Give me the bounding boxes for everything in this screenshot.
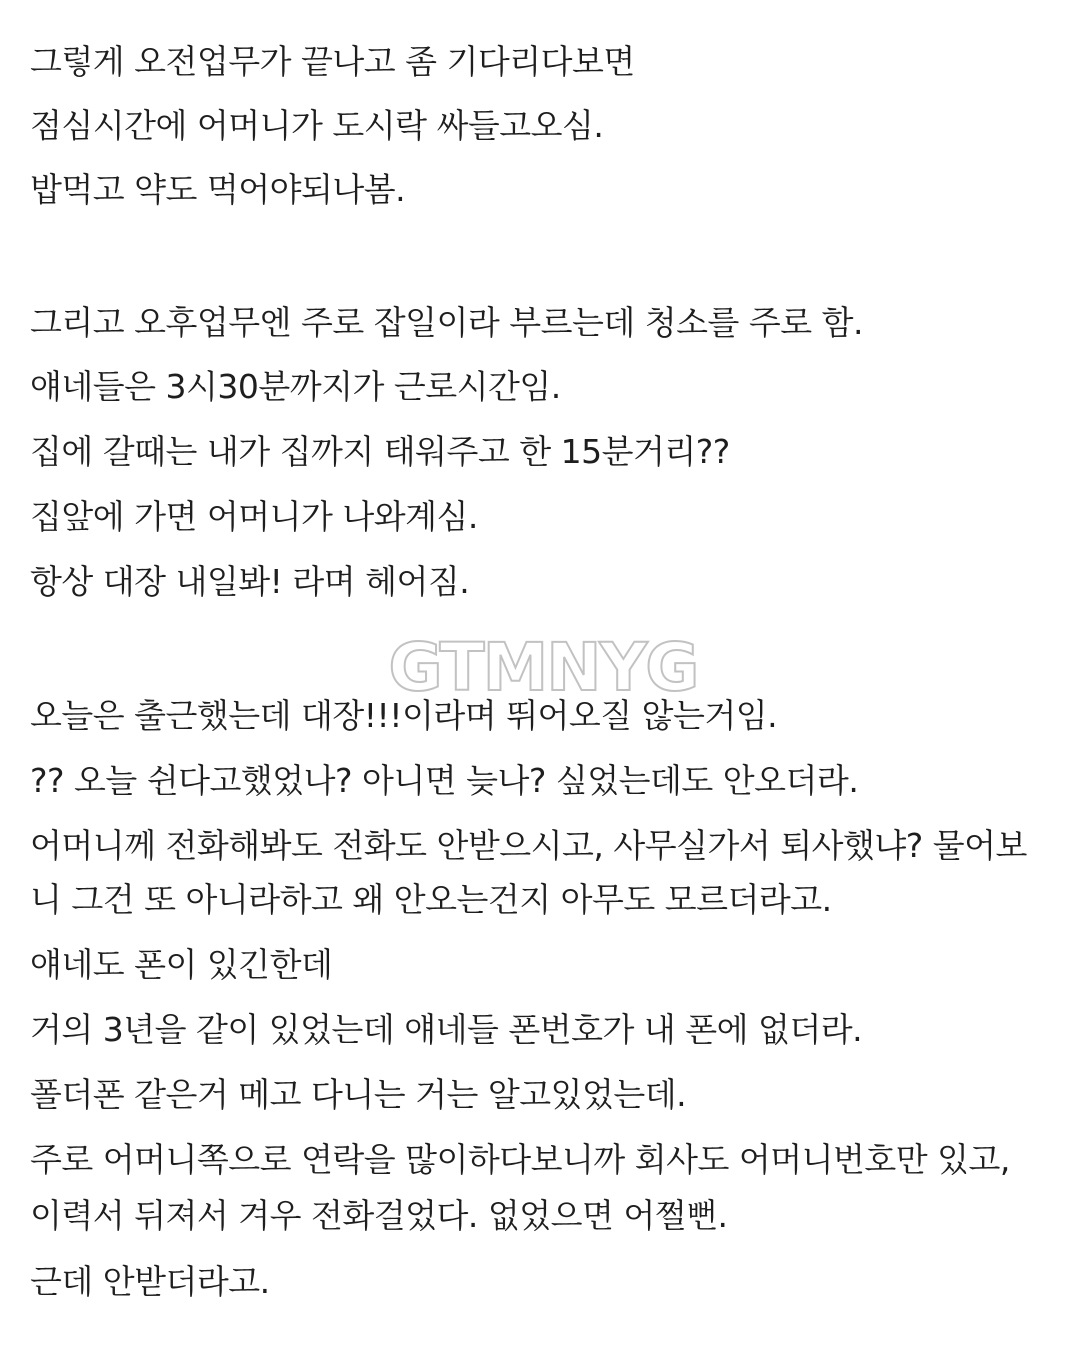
text-line: 폴더폰 같은거 메고 다니는 거는 알고있었는데. [30, 1075, 687, 1114]
text-line: 그렇게 오전업무가 끝나고 좀 기다리다보면 [30, 42, 635, 81]
text-line: 주로 어머니쪽으로 연락을 많이하다보니까 회사도 어머니번호만 있고, [30, 1140, 1010, 1179]
text-line: 밥먹고 약도 먹어야되나봄. [30, 170, 406, 209]
text-line: 거의 3년을 같이 있었는데 얘네들 폰번호가 내 폰에 없더라. [30, 1010, 863, 1049]
text-line: 그리고 오후업무엔 주로 잡일이라 부르는데 청소를 주로 함. [30, 303, 863, 342]
text-line: 얘네들은 3시30분까지가 근로시간임. [30, 367, 561, 406]
text-line: 근데 안받더라고. [30, 1262, 270, 1301]
text-line: 항상 대장 내일봐! 라며 헤어짐. [30, 562, 470, 601]
text-line: 니 그건 또 아니라하고 왜 안오는건지 아무도 모르더라고. [30, 880, 832, 919]
text-line: 집앞에 가면 어머니가 나와계심. [30, 497, 478, 536]
text-line: 어머니께 전화해봐도 전화도 안받으시고, 사무실가서 퇴사했냐? 물어보 [30, 826, 1027, 865]
text-line: 집에 갈때는 내가 집까지 태워주고 한 15분거리?? [30, 432, 730, 471]
text-line: 점심시간에 어머니가 도시락 싸들고오심. [30, 106, 604, 145]
text-line: 이력서 뒤져서 겨우 전화걸었다. 없었으면 어쩔뻔. [30, 1196, 728, 1235]
watermark: GTMNYG [388, 629, 698, 706]
text-line: 오늘은 출근했는데 대장!!!이라며 뛰어오질 않는거임. [30, 696, 778, 735]
text-line: 얘네도 폰이 있긴한데 [30, 945, 333, 984]
text-line: ?? 오늘 쉰다고했었나? 아니면 늦나? 싶었는데도 안오더라. [30, 761, 859, 800]
